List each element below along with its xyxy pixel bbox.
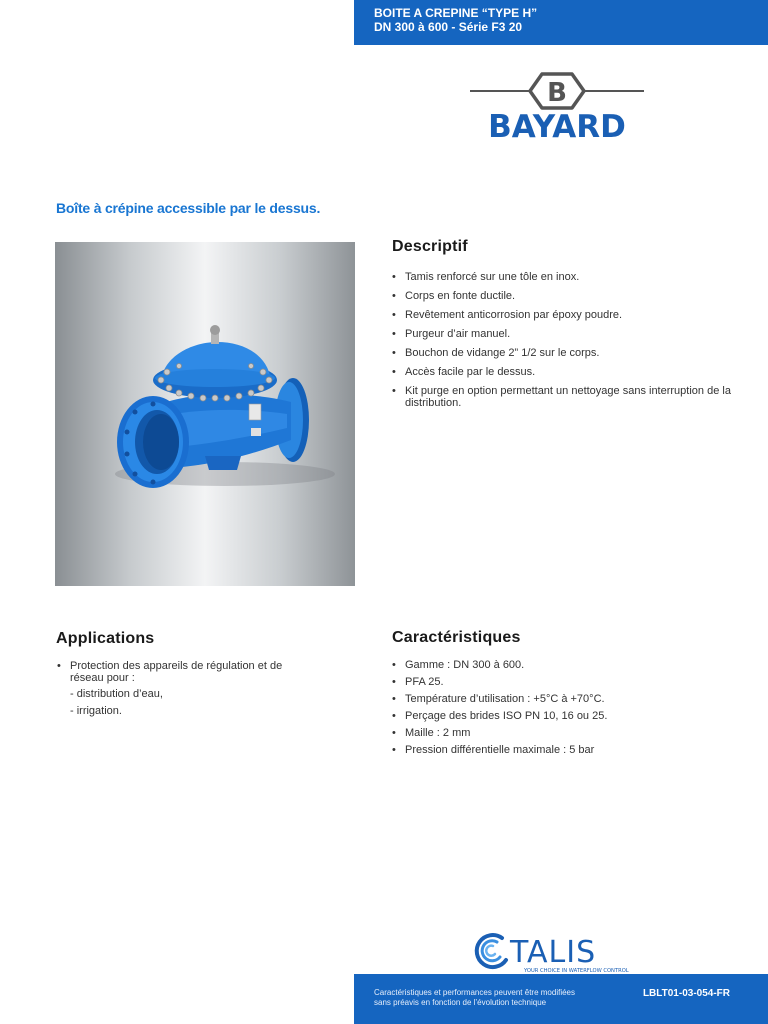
list-item: • Bouchon de vidange 2” 1/2 sur le corps. (392, 347, 762, 359)
footer-bar (354, 974, 768, 1024)
bayard-logo-letter: B (547, 78, 567, 108)
list-item: • Perçage des brides ISO PN 10, 16 ou 25. (392, 710, 752, 722)
talis-slogan: YOUR CHOICE IN WATERFLOW CONTROL (524, 968, 629, 974)
list-item: - distribution d’eau, (70, 688, 163, 700)
caracteristiques-list (392, 659, 752, 761)
product-title-line1: BOITE A CREPINE “TYPE H” (374, 6, 538, 20)
applications-list (57, 660, 317, 724)
list-item: • Maille : 2 mm (392, 727, 752, 739)
header-bar (354, 0, 768, 45)
disclaimer-line2: sans préavis en fonction de l’évolution technique (374, 998, 547, 1007)
descriptif-list (392, 271, 762, 416)
list-item: - irrigation. (70, 705, 122, 717)
list-item: • Tamis renforcé sur une tôle en inox. (392, 271, 762, 283)
list-item: • Purgeur d’air manuel. (392, 328, 762, 340)
disclaimer-note (374, 988, 604, 1008)
list-item: • Protection des appareils de régulation et de réseau pour : (57, 660, 317, 684)
list-item: • Kit purge en option permettant un nettoyage sans interruption de la distribution. (392, 385, 762, 409)
caracteristiques-heading: Caractéristiques (392, 629, 521, 646)
product-tagline: Boîte à crépine accessible par le dessus. (56, 200, 321, 216)
list-item: • Revêtement anticorrosion par époxy poudre. (392, 309, 762, 321)
talis-logo (470, 930, 638, 974)
list-item: • Accès facile par le dessus. (392, 366, 762, 378)
bayard-logo-wordmark: BAYARD (488, 109, 626, 144)
applications-heading: Applications (56, 630, 155, 647)
list-item: • Corps en fonte ductile. (392, 290, 762, 302)
product-title-line2: DN 300 à 600 - Série F3 20 (374, 20, 523, 34)
list-item: • PFA 25. (392, 676, 752, 688)
list-item: • Gamme : DN 300 à 600. (392, 659, 752, 671)
descriptif-heading: Descriptif (392, 238, 468, 255)
disclaimer-line1: Caractéristiques et performances peuvent être modifiées (374, 988, 575, 997)
document-reference: LBLT01-03-054-FR (642, 988, 730, 999)
list-item: • Pression différentielle maximale : 5 bar (392, 744, 752, 756)
product-photo (55, 242, 355, 586)
talis-wordmark: TALIS (510, 935, 597, 970)
list-item: • Température d’utilisation : +5°C à +70°C. (392, 693, 752, 705)
bayard-logo (468, 64, 646, 144)
strainer-valve-illustration (55, 242, 355, 586)
